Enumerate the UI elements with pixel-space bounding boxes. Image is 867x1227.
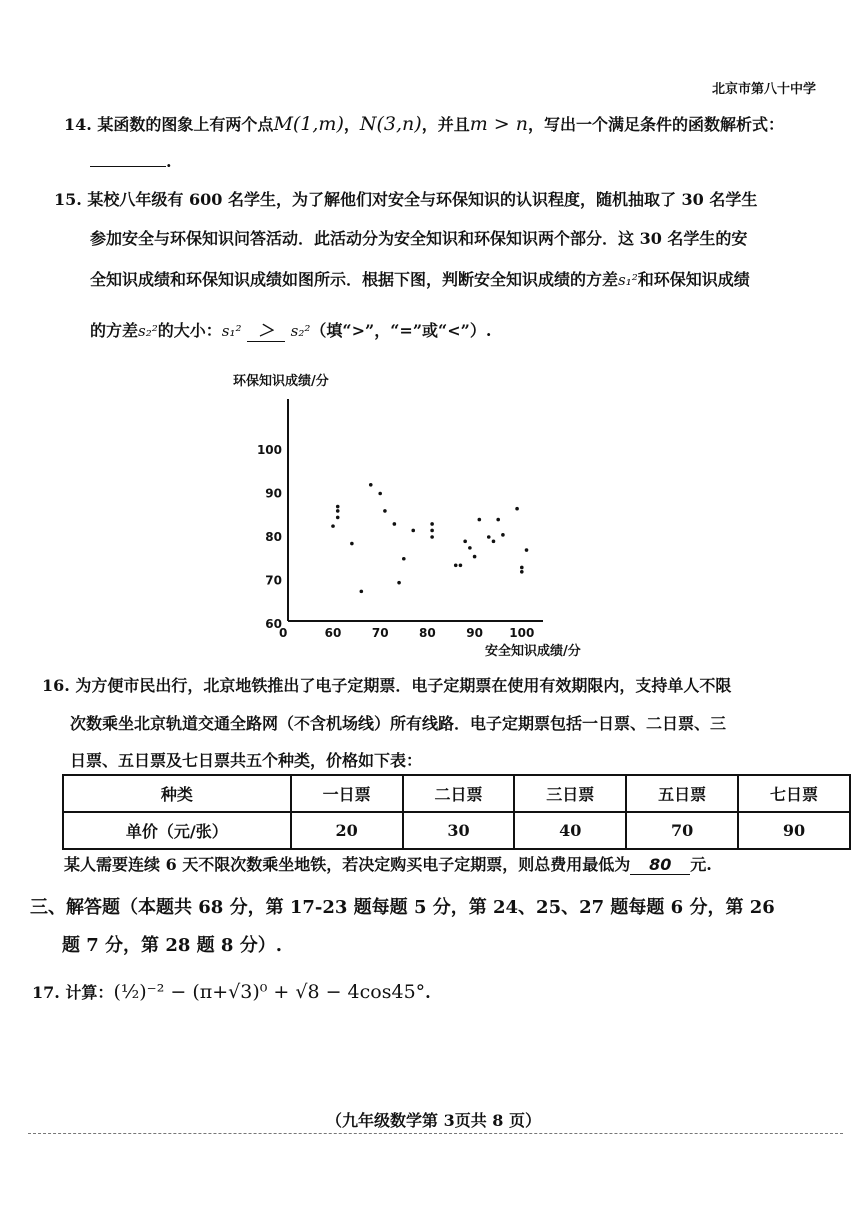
data-point bbox=[454, 563, 458, 567]
data-point bbox=[501, 533, 505, 537]
question-text: ，写出一个满足条件的函数解析式： bbox=[528, 115, 785, 134]
point-n: N(3,n) bbox=[359, 113, 422, 135]
question-number: 16. bbox=[42, 676, 70, 695]
table-row bbox=[63, 812, 850, 849]
question-number: 15. bbox=[54, 190, 82, 209]
table-cell: 单价（元/张） bbox=[63, 812, 291, 849]
page-footer: （九年级数学第 3页共 8 页） bbox=[326, 1111, 541, 1130]
data-point bbox=[463, 540, 467, 544]
math-expression: (½)⁻² − (π+√3)⁰ + √8 − 4cos45° bbox=[113, 981, 426, 1003]
data-point bbox=[393, 522, 397, 526]
question-number: 14. bbox=[64, 115, 92, 134]
separator: ， bbox=[343, 115, 360, 134]
question-text: 元. bbox=[690, 855, 712, 874]
y-tick-label: 60 bbox=[265, 617, 282, 631]
variance-s2: s₂² bbox=[290, 322, 311, 340]
question-15-line1 bbox=[54, 187, 757, 210]
y-tick-label: 90 bbox=[265, 486, 282, 501]
data-point bbox=[496, 518, 500, 522]
question-16-line3: 日票、五日票及七日票共五个种类，价格如下表： bbox=[70, 751, 423, 770]
question-text: 的大小： bbox=[157, 321, 222, 340]
data-point bbox=[478, 518, 482, 522]
data-point bbox=[336, 516, 340, 520]
question-text: 某人需要连续 6 天不限次数乘坐地铁，若决定购买电子定期票，则总费用最低为 bbox=[64, 855, 631, 874]
answer-blank-16: 80 bbox=[630, 855, 690, 875]
table-header: 三日票 bbox=[514, 775, 626, 812]
variance-s1: s₁² bbox=[221, 322, 242, 340]
period: . bbox=[166, 152, 172, 171]
data-point bbox=[383, 509, 387, 513]
question-15-line2: 参加安全与环保知识问答活动．此活动分为安全知识和环保知识两个部分．这 30 名学生的安 bbox=[90, 229, 748, 248]
answer-blank-15: ＞ bbox=[247, 318, 285, 342]
question-16-line4 bbox=[64, 852, 712, 875]
data-point bbox=[473, 555, 477, 559]
question-text: 某函数的图象上有两个点 bbox=[97, 115, 274, 134]
y-tick-label: 80 bbox=[265, 530, 282, 544]
data-point bbox=[430, 522, 434, 526]
question-14 bbox=[64, 112, 784, 135]
section-3-heading-cont: 题 7 分，第 28 题 8 分）. bbox=[62, 935, 282, 956]
condition: m > n bbox=[469, 113, 528, 135]
table-cell: 20 bbox=[291, 812, 403, 849]
data-point bbox=[468, 546, 472, 550]
y-axis-label: 环保知识成绩/分 bbox=[233, 374, 329, 389]
table-header: 一日票 bbox=[291, 775, 403, 812]
question-text: 计算： bbox=[65, 983, 114, 1002]
table-header: 七日票 bbox=[738, 775, 850, 812]
question-text: （填“>”，“=”或“<”）. bbox=[310, 321, 492, 340]
x-tick-label: 80 bbox=[419, 626, 436, 640]
x-tick-label: 90 bbox=[466, 626, 483, 640]
question-text: 和环保知识成绩 bbox=[637, 270, 750, 289]
data-point bbox=[336, 509, 340, 513]
variance-s2: s₂² bbox=[138, 322, 158, 340]
question-16-line2: 次数乘坐北京轨道交通全路网（不含机场线）所有线路．电子定期票包括一日票、二日票、三 bbox=[70, 714, 727, 733]
question-text: 的方差 bbox=[90, 321, 139, 340]
point-m: M(1,m) bbox=[273, 113, 344, 135]
table-cell: 30 bbox=[403, 812, 515, 849]
question-16-line1 bbox=[42, 673, 731, 696]
data-point bbox=[378, 492, 382, 496]
price-table bbox=[62, 774, 851, 850]
question-15-line3 bbox=[90, 267, 750, 290]
data-point bbox=[360, 590, 364, 594]
section-3-heading: 三、解答题（本题共 68 分，第 17-23 题每题 5 分，第 24、25、27 题每题 6 分，第 26 bbox=[30, 897, 775, 918]
data-point bbox=[520, 570, 524, 574]
data-point bbox=[402, 557, 406, 561]
x-tick-label: 0 bbox=[279, 626, 288, 640]
question-text: ，并且 bbox=[421, 115, 470, 134]
data-point bbox=[350, 542, 354, 546]
question-17 bbox=[32, 980, 431, 1003]
data-point bbox=[487, 535, 491, 539]
data-point bbox=[520, 566, 524, 570]
table-header: 五日票 bbox=[626, 775, 738, 812]
data-point bbox=[459, 563, 463, 567]
data-point bbox=[369, 483, 373, 487]
question-number: 17. bbox=[32, 983, 60, 1002]
data-point bbox=[525, 548, 529, 552]
variance-s1: s₁² bbox=[618, 271, 638, 289]
data-point bbox=[331, 524, 335, 528]
table-cell: 90 bbox=[738, 812, 850, 849]
question-text: 全知识成绩和环保知识成绩如图所示．根据下图，判断安全知识成绩的方差 bbox=[90, 270, 619, 289]
data-point bbox=[397, 581, 401, 585]
answer-blank bbox=[90, 150, 166, 167]
answer-line-14 bbox=[90, 150, 172, 171]
table-header-row bbox=[63, 775, 850, 812]
data-point bbox=[336, 505, 340, 509]
data-point bbox=[515, 507, 519, 511]
x-tick-label: 70 bbox=[371, 626, 389, 640]
y-tick-label: 70 bbox=[265, 573, 282, 588]
table-cell: 40 bbox=[514, 812, 626, 849]
x-axis-label: 安全知识成绩/分 bbox=[485, 644, 581, 659]
scatter-chart bbox=[225, 365, 615, 665]
divider bbox=[28, 1133, 843, 1134]
x-tick-label: 100 bbox=[509, 626, 535, 640]
question-text: 某校八年级有 600 名学生，为了解他们对安全与环保知识的认识程度，随机抽取了 30 名学生 bbox=[87, 190, 758, 209]
data-point bbox=[430, 529, 434, 533]
question-15-line4 bbox=[90, 318, 491, 342]
data-point bbox=[492, 540, 496, 544]
table-cell: 70 bbox=[626, 812, 738, 849]
period: . bbox=[425, 983, 431, 1002]
data-point bbox=[430, 535, 434, 539]
school-name: 北京市第八十中学 bbox=[712, 82, 817, 97]
data-point bbox=[411, 529, 415, 533]
question-text: 为方便市民出行，北京地铁推出了电子定期票．电子定期票在使用有效期限内，支持单人不限 bbox=[75, 676, 732, 695]
table-header: 种类 bbox=[63, 775, 291, 812]
x-tick-label: 60 bbox=[324, 626, 342, 640]
table-header: 二日票 bbox=[403, 775, 515, 812]
y-tick-label: 100 bbox=[256, 443, 282, 457]
